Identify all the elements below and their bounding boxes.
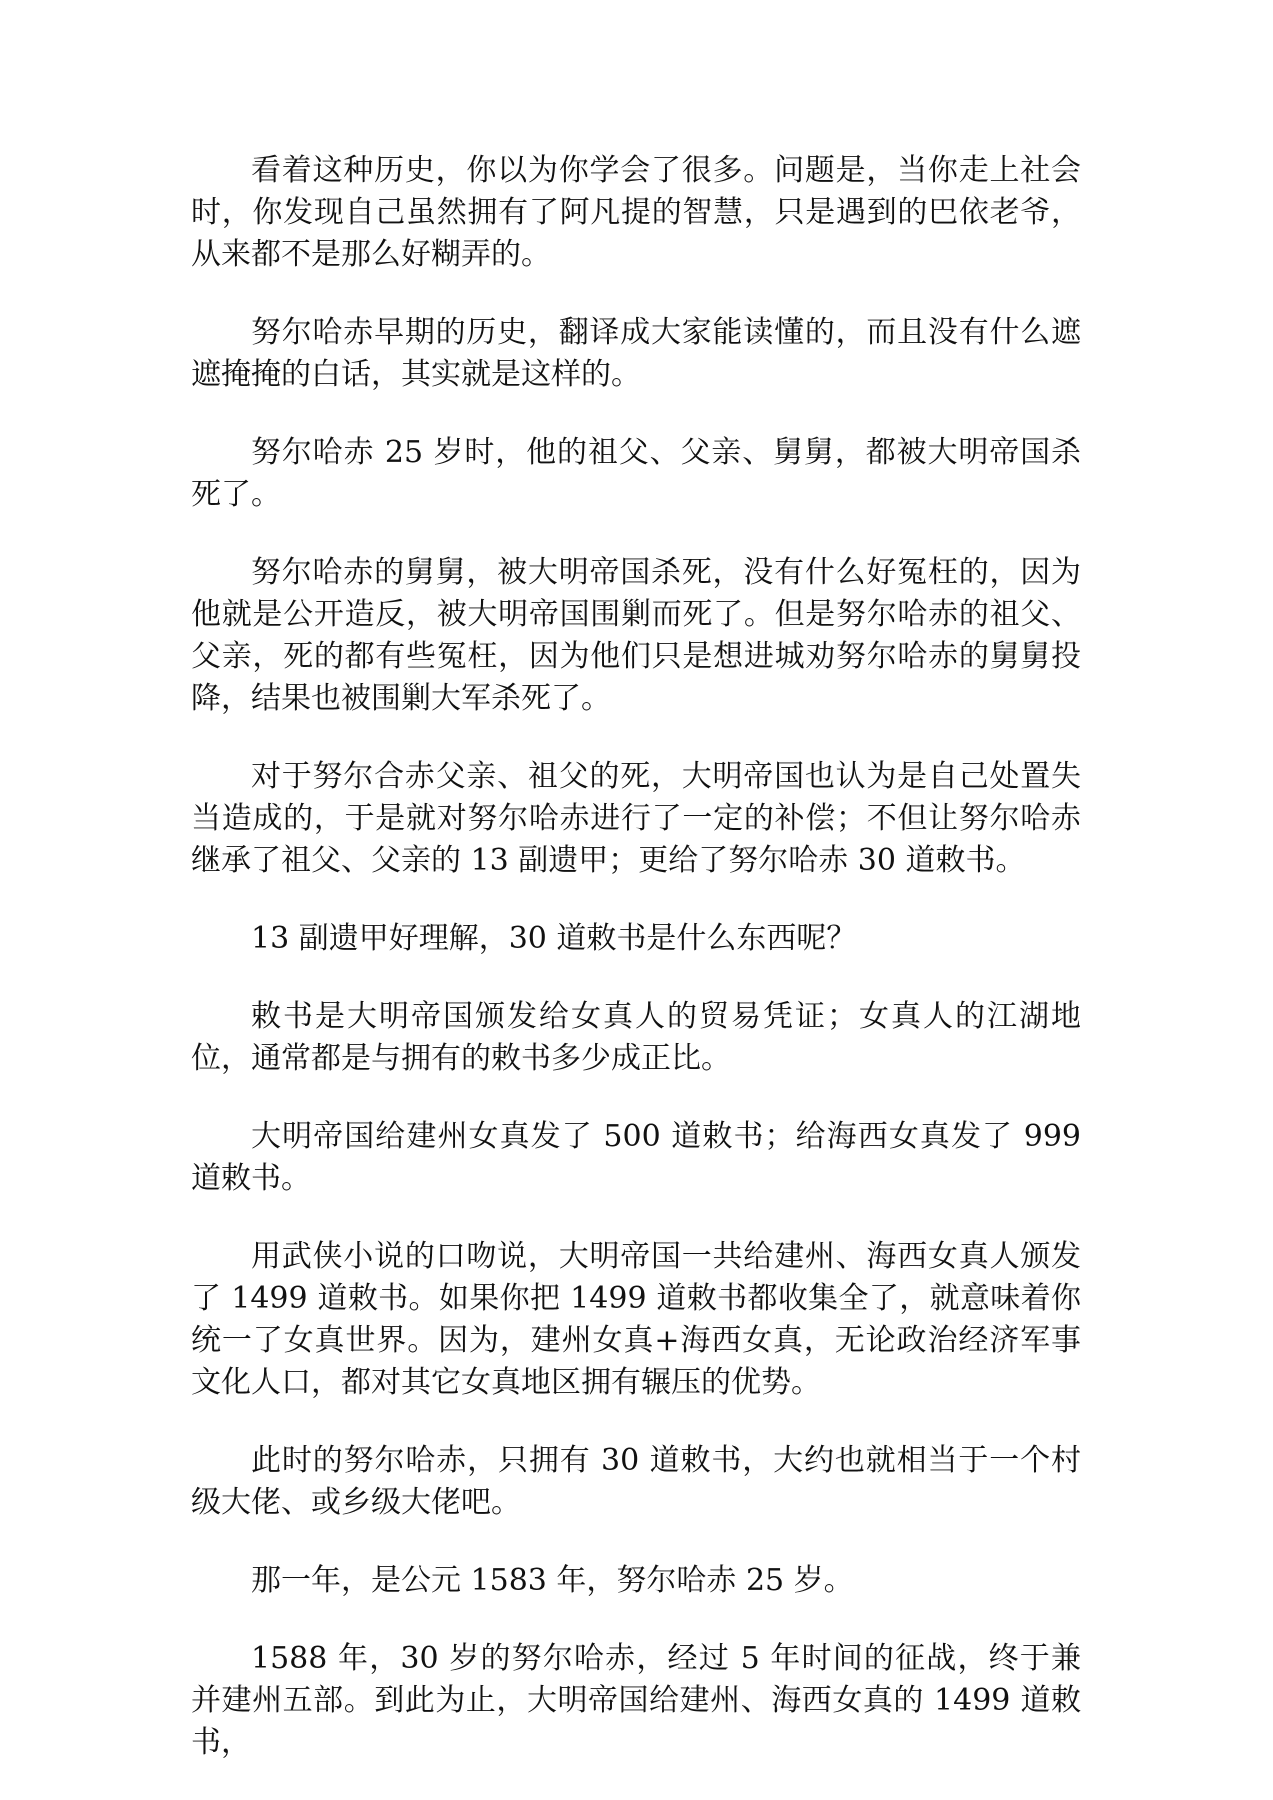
document-body <box>191 150 1081 1800</box>
paragraph: 看着这种历史，你以为你学会了很多。问题是，当你走上社会时，你发现自己虽然拥有了阿凡提的智慧，只是遇到的巴依老爷，从来都不是那么好糊弄的。 <box>191 153 1081 272</box>
paragraph: 努尔哈赤早期的历史，翻译成大家能读懂的，而且没有什么遮遮掩掩的白话，其实就是这样的。 <box>191 315 1081 392</box>
paragraph: 大明帝国给建州女真发了 500 道敕书；给海西女真发了 999 道敕书。 <box>191 1119 1081 1196</box>
paragraph: 此时的努尔哈赤，只拥有 30 道敕书，大约也就相当于一个村级大佬、或乡级大佬吧。 <box>191 1443 1081 1520</box>
paragraph: 13 副遗甲好理解，30 道敕书是什么东西呢？ <box>251 921 857 956</box>
paragraph: 那一年，是公元 1583 年，努尔哈赤 25 岁。 <box>251 1563 854 1598</box>
paragraph: 用武侠小说的口吻说，大明帝国一共给建州、海西女真人颁发了 1499 道敕书。如果你把 1499 道敕书都收集全了，就意味着你统一了女真世界。因为，建州女真+海西女真，无论政治经济军事文化人口，都对其它女真地区拥有辗压的优势。 <box>191 1239 1081 1400</box>
paragraph: 对于努尔合赤父亲、祖父的死，大明帝国也认为是自己处置失当造成的，于是就对努尔哈赤进行了一定的补偿；不但让努尔哈赤继承了祖父、父亲的 13 副遗甲；更给了努尔哈赤 30 道敕书。 <box>191 759 1081 878</box>
paragraph: 努尔哈赤的舅舅，被大明帝国杀死，没有什么好冤枉的，因为他就是公开造反，被大明帝国围剿而死了。但是努尔哈赤的祖父、父亲，死的都有些冤枉，因为他们只是想进城劝努尔哈赤的舅舅投降，结果也被围剿大军杀死了。 <box>191 555 1081 716</box>
paragraph: 敕书是大明帝国颁发给女真人的贸易凭证；女真人的江湖地位，通常都是与拥有的敕书多少成正比。 <box>191 999 1081 1076</box>
paragraph: 1588 年，30 岁的努尔哈赤，经过 5 年时间的征战，终于兼并建州五部。到此为止，大明帝国给建州、海西女真的 1499 道敕书， <box>191 1641 1081 1760</box>
paragraph: 努尔哈赤 25 岁时，他的祖父、父亲、舅舅，都被大明帝国杀死了。 <box>191 435 1081 512</box>
